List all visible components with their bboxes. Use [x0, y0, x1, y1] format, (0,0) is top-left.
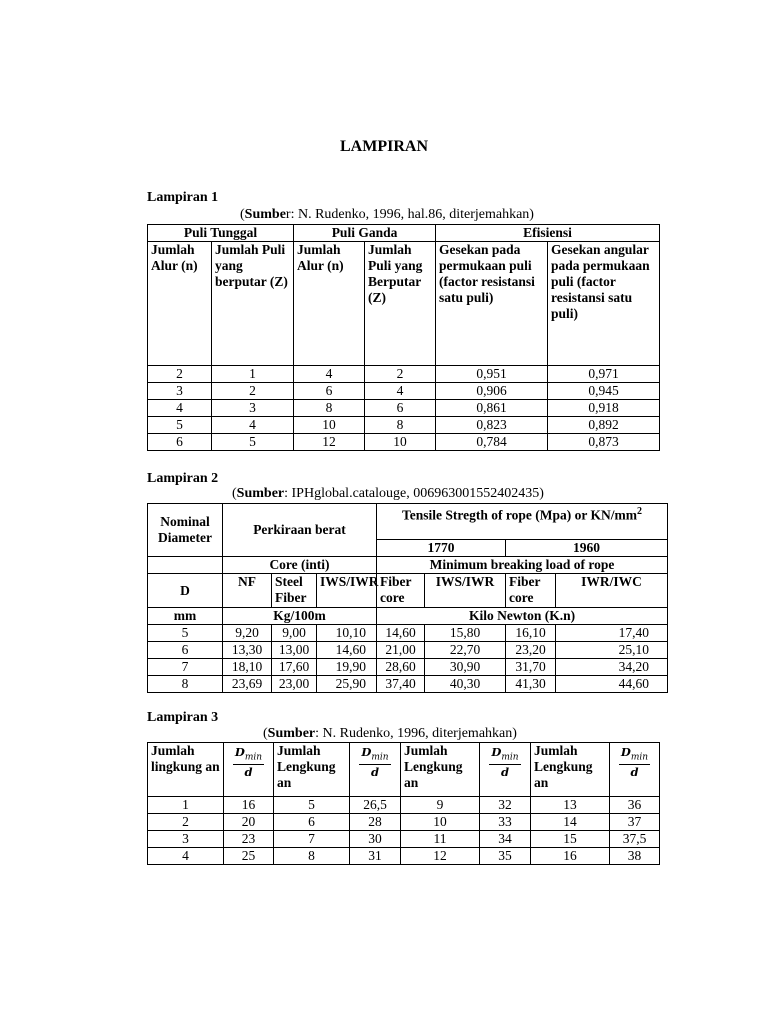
table-cell: 26,5	[350, 797, 401, 814]
table-cell: 12	[294, 434, 365, 451]
table-cell: 4	[365, 383, 436, 400]
table-cell: 17,40	[556, 625, 668, 642]
table-cell: 23,00	[272, 676, 317, 693]
header-perkiraan-berat: Perkiraan berat	[223, 504, 377, 557]
table-cell: 16,10	[506, 625, 556, 642]
table-cell: 34,20	[556, 659, 668, 676]
table-cell: 44,60	[556, 676, 668, 693]
table-cell: 0,892	[548, 417, 660, 434]
header-steel-fiber: Steel Fiber	[272, 574, 317, 608]
table-row	[148, 814, 660, 831]
table-cell: 2	[365, 366, 436, 383]
table-cell: 14,60	[317, 642, 377, 659]
table-row	[148, 831, 660, 848]
header-nf: NF	[223, 574, 272, 608]
table-cell: 12	[401, 848, 480, 865]
header-puli-tunggal: Puli Tunggal	[148, 225, 294, 242]
header-min-load: Minimum breaking load of rope	[377, 557, 668, 574]
header-dmin-d: $\frac{D_{min}}{d}$	[480, 743, 531, 797]
table-cell: 20	[224, 814, 274, 831]
lampiran-3-label: Lampiran 3	[147, 710, 219, 725]
table-cell: 5	[212, 434, 294, 451]
table-cell: 13,30	[223, 642, 272, 659]
table-cell: 34	[480, 831, 531, 848]
table-cell: 16	[531, 848, 610, 865]
table-row	[148, 642, 668, 659]
table-cell: 10,10	[317, 625, 377, 642]
table-cell: 10	[401, 814, 480, 831]
table-cell: 6	[365, 400, 436, 417]
table-cell: 2	[212, 383, 294, 400]
header-jumlah-lengkungan: Jumlah Lengkung an	[274, 743, 350, 797]
table-cell: 9,00	[272, 625, 317, 642]
table-cell: 31	[350, 848, 401, 865]
table-cell: 22,70	[425, 642, 506, 659]
header-tensile: Tensile Stregth of rope (Mpa) or $KN/mm^2$	[377, 504, 668, 540]
table-cell: 13	[531, 797, 610, 814]
header-fiber-core-2: Fiber core	[506, 574, 556, 608]
table-cell: 2	[148, 814, 224, 831]
header-puli-ganda: Puli Ganda	[294, 225, 436, 242]
lampiran-3-table	[147, 742, 660, 865]
table-row	[148, 848, 660, 865]
header-kn: Kilo Newton (K.n)	[377, 608, 668, 625]
header-iwr-iwc: IWR/IWC	[556, 574, 668, 608]
header-jumlah-lengkungan: Jumlah Lengkung an	[401, 743, 480, 797]
header-1770: 1770	[377, 540, 506, 557]
table-cell: 5	[148, 625, 223, 642]
table-cell: 0,873	[548, 434, 660, 451]
table-cell: 15,80	[425, 625, 506, 642]
table-cell: 21,00	[377, 642, 425, 659]
col-header: Jumlah Puli yang Berputar (Z)	[365, 242, 436, 366]
header-jumlah-lengkungan: Jumlah Lengkung an	[531, 743, 610, 797]
table-cell: 13,00	[272, 642, 317, 659]
lampiran-3-source: (Sumber: N. Rudenko, 1996, diterjemahkan)	[263, 726, 517, 741]
table-cell: 30,90	[425, 659, 506, 676]
table-cell: 37,5	[610, 831, 660, 848]
header-dmin-d: $\frac{D_{min}}{d}$	[350, 743, 401, 797]
table-cell: 8	[294, 400, 365, 417]
header-fiber-core: Fiber core	[377, 574, 425, 608]
col-header: Jumlah Puli yang berputar (Z)	[212, 242, 294, 366]
table-cell: 1	[148, 797, 224, 814]
lampiran-2-source: (Sumber: IPHglobal.catalouge, 006963001552402435)	[232, 486, 544, 501]
table-cell: 8	[148, 676, 223, 693]
table-row	[148, 400, 660, 417]
lampiran-2-table	[147, 503, 668, 693]
table-row	[148, 625, 668, 642]
table-cell: 37	[610, 814, 660, 831]
table-cell: 4	[212, 417, 294, 434]
table-row	[148, 676, 668, 693]
header-jumlah-lingkungan: Jumlah lingkung an	[148, 743, 224, 797]
header-kg: Kg/100m	[223, 608, 377, 625]
table-cell: 16	[224, 797, 274, 814]
table-cell: 3	[148, 383, 212, 400]
header-efisiensi: Efisiensi	[436, 225, 660, 242]
col-header: Jumlah Alur (n)	[294, 242, 365, 366]
table-row	[148, 417, 660, 434]
table-cell: 38	[610, 848, 660, 865]
table-cell: 5	[274, 797, 350, 814]
table-cell: 28	[350, 814, 401, 831]
table-cell: 4	[294, 366, 365, 383]
header-d: D	[148, 574, 223, 608]
table-cell: 6	[148, 642, 223, 659]
col-header: Gesekan pada permukaan puli (factor resistansi satu puli)	[436, 242, 548, 366]
table-cell: 31,70	[506, 659, 556, 676]
header-1960: 1960	[506, 540, 668, 557]
table-cell: 28,60	[377, 659, 425, 676]
table-cell: 35	[480, 848, 531, 865]
table-cell: 6	[274, 814, 350, 831]
col-header: Gesekan angular pada permukaan puli (factor resistansi satu puli)	[548, 242, 660, 366]
table-cell: 23	[224, 831, 274, 848]
header-dmin-d: $\frac{D_{min}}{d}$	[224, 743, 274, 797]
table-cell: 3	[212, 400, 294, 417]
table-cell: 4	[148, 848, 224, 865]
table-row	[148, 366, 660, 383]
table-cell: 9	[401, 797, 480, 814]
table-cell: 0,918	[548, 400, 660, 417]
table-cell: 23,69	[223, 676, 272, 693]
table-row	[148, 383, 660, 400]
table-cell: 4	[148, 400, 212, 417]
table-row	[148, 659, 668, 676]
table-cell: 40,30	[425, 676, 506, 693]
table-cell: 0,906	[436, 383, 548, 400]
table-cell: 18,10	[223, 659, 272, 676]
table-cell: 11	[401, 831, 480, 848]
lampiran-1-source: (Sumber: N. Rudenko, 1996, hal.86, diterjemahkan)	[240, 207, 534, 222]
table-cell: 41,30	[506, 676, 556, 693]
table-cell: 36	[610, 797, 660, 814]
table-cell: 6	[148, 434, 212, 451]
table-cell: 15	[531, 831, 610, 848]
header-dmin-d: $\frac{D_{min}}{d}$	[610, 743, 660, 797]
table-cell: 8	[365, 417, 436, 434]
table-cell: 5	[148, 417, 212, 434]
lampiran-1-table	[147, 224, 660, 451]
table-cell: 1	[212, 366, 294, 383]
table-cell: 30	[350, 831, 401, 848]
blank-cell	[148, 557, 223, 574]
table-cell: 7	[148, 659, 223, 676]
table-cell: 25,10	[556, 642, 668, 659]
table-cell: 0,971	[548, 366, 660, 383]
table-cell: 2	[148, 366, 212, 383]
table-cell: 0,861	[436, 400, 548, 417]
table-cell: 17,60	[272, 659, 317, 676]
table-row	[148, 797, 660, 814]
table-cell: 7	[274, 831, 350, 848]
col-header: Jumlah Alur (n)	[148, 242, 212, 366]
table-cell: 6	[294, 383, 365, 400]
header-iws-iwr: IWS/IWR	[317, 574, 377, 608]
table-cell: 0,945	[548, 383, 660, 400]
table-cell: 19,90	[317, 659, 377, 676]
table-cell: 0,784	[436, 434, 548, 451]
table-cell: 0,823	[436, 417, 548, 434]
header-nominal-diameter: Nominal Diameter	[148, 504, 223, 557]
table-cell: 10	[365, 434, 436, 451]
table-cell: 3	[148, 831, 224, 848]
table-cell: 32	[480, 797, 531, 814]
table-cell: 8	[274, 848, 350, 865]
page-title: LAMPIRAN	[340, 138, 428, 155]
lampiran-1-label: Lampiran 1	[147, 190, 219, 205]
table-cell: 33	[480, 814, 531, 831]
header-mm: mm	[148, 608, 223, 625]
table-cell: 37,40	[377, 676, 425, 693]
table-cell: 23,20	[506, 642, 556, 659]
header-iws-iwr-2: IWS/IWR	[425, 574, 506, 608]
header-core: Core (inti)	[223, 557, 377, 574]
table-cell: 25,90	[317, 676, 377, 693]
table-cell: 25	[224, 848, 274, 865]
table-cell: 14	[531, 814, 610, 831]
lampiran-2-label: Lampiran 2	[147, 471, 219, 486]
table-row	[148, 434, 660, 451]
table-cell: 14,60	[377, 625, 425, 642]
table-cell: 10	[294, 417, 365, 434]
table-cell: 9,20	[223, 625, 272, 642]
table-cell: 0,951	[436, 366, 548, 383]
